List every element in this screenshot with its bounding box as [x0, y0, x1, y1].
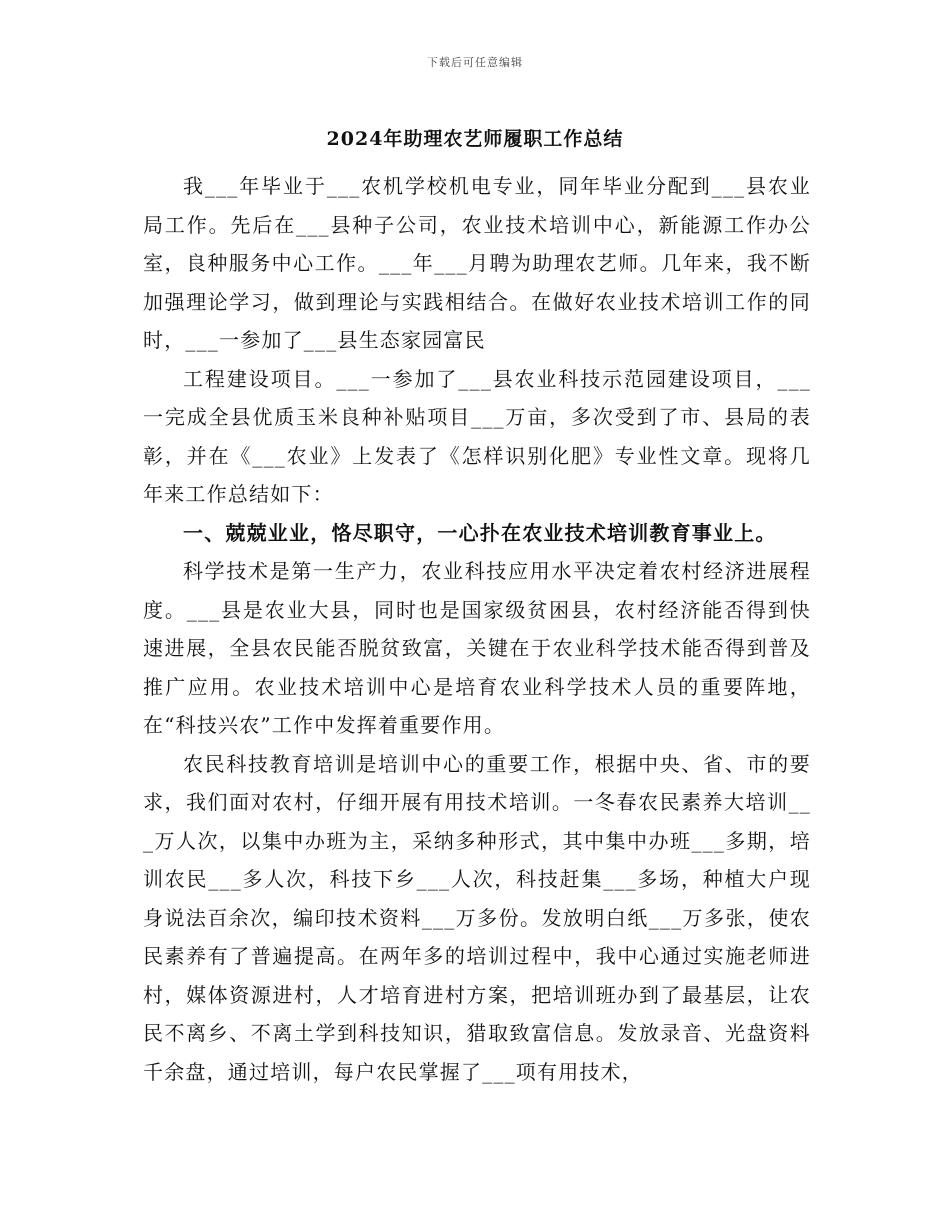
document-body	[143, 167, 811, 1091]
paragraph-science-tech: 科学技术是第一生产力，农业科技应用水平决定着农村经济进展程度。___县是农业大县，同时也是国家级贫困县，农村经济能否得到快速进展，全县农民能否脱贫致富，关键在于农业科学技术能否得到普及推广应用。农业技术培训中心是培育农业科学技术人员的重要阵地，在“科技兴农”工作中发挥着重要作用。	[143, 559, 811, 737]
section-heading-1: 一、兢兢业业，恪尽职守，一心扑在农业技术培训教育事业上。	[183, 520, 777, 545]
paragraph-farmer-training: 农民科技教育培训是培训中心的重要工作，根据中央、省、市的要求，我们面对农村，仔细开展有用技术培训。一冬春农民素养大培训___万人次，以集中办班为主，采纳多种形式，其中集中办班___多期，培训农民___多人次，科技下乡___人次，科技赶集___多场，种植大户现身说法百余次，编印技术资料___万多份。发放明白纸___万多张，使农民素养有了普遍提高。在两年多的培训过程中，我中心通过实施老师进村，媒体资源进村，人才培育进村方案，把培训班办到了最基层，让农民不离乡、不离土学到科技知识，猎取致富信息。发放录音、光盘资料千余盘，通过培训，每户农民掌握了___项有用技术，	[143, 751, 811, 1084]
paragraph-projects: 工程建设项目。___一参加了___县农业科技示范园建设项目，___一完成全县优质玉米良种补贴项目___万亩，多次受到了市、县局的表彰，并在《___农业》上发表了《怎样识别化肥》专业性文章。现将几年来工作总结如下：	[143, 366, 811, 506]
header-note: 下载后可任意编辑	[427, 56, 523, 69]
paragraph-intro: 我___年毕业于___农机学校机电专业，同年毕业分配到___县农业局工作。先后在___县种子公司，农业技术培训中心，新能源工作办公室，良种服务中心工作。___年___月聘为助理农艺师。几年来，我不断加强理论学习，做到理论与实践相结合。在做好农业技术培训工作的同时，___一参加了___县生态家园富民	[143, 174, 811, 352]
document-title: 2024年助理农艺师履职工作总结	[326, 128, 624, 150]
